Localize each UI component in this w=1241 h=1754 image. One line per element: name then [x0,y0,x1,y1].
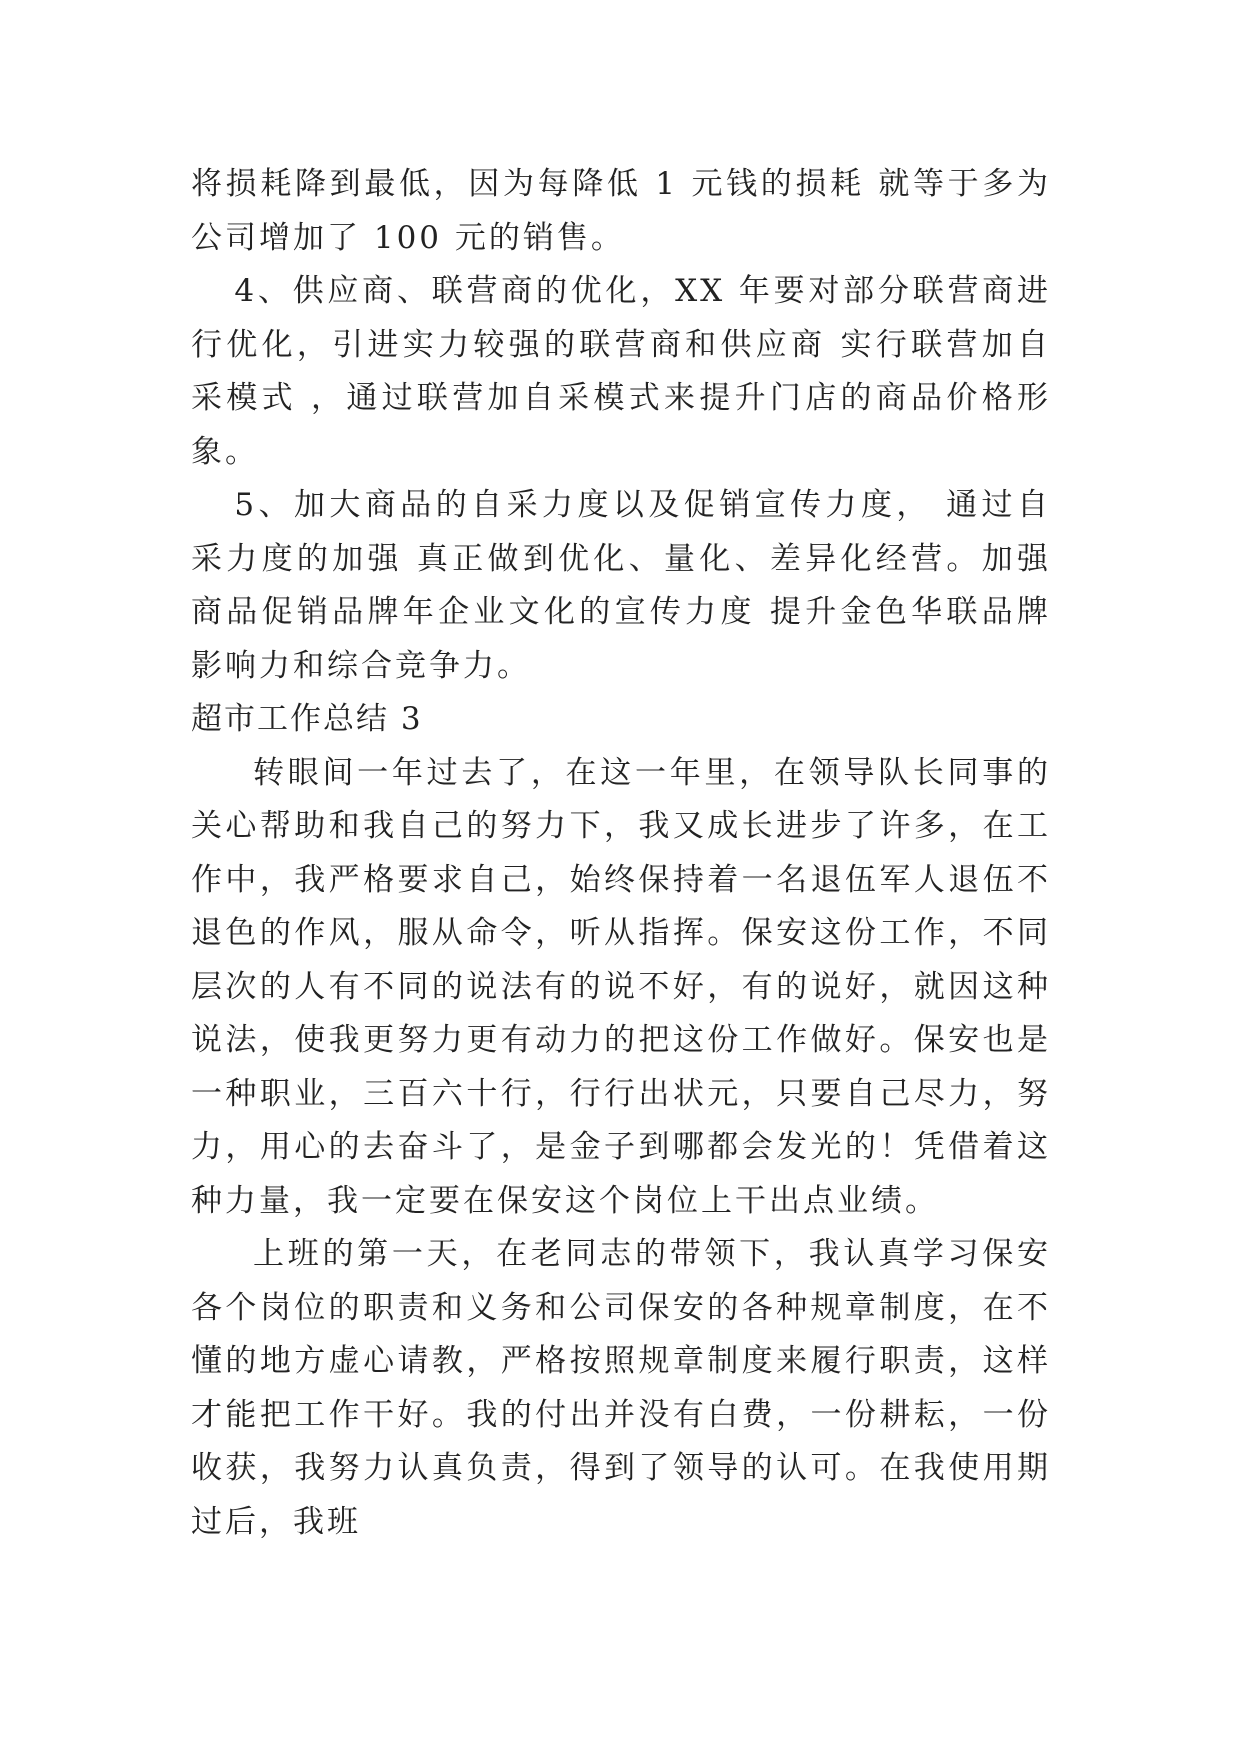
document-body [191,158,1051,1549]
paragraph-intro: 转眼间一年过去了，在这一年里，在领导队长同事的关心帮助和我自己的努力下，我又成长进步了许多，在工作中，我严格要求自己，始终保持着一名退伍军人退伍不退色的作风，服从命令，听从指挥。保安这份工作，不同层次的人有不同的说法有的说不好，有的说好，就因这种说法，使我更努力更有动力的把这份工作做好。保安也是一种职业，三百六十行，行行出状元，只要自己尽力，努力，用心的去奋斗了，是金子到哪都会发光的！凭借着这种力量，我一定要在保安这个岗位上干出点业绩。 [191,754,1051,1219]
paragraph-item-5: 5、加大商品的自采力度以及促销宣传力度， 通过自采力度的加强 真正做到优化、量化、差异化经营。加强商品促销品牌年企业文化的宣传力度 提升金色华联品牌影响力和综合竞争力。 [191,487,1051,684]
paragraph-continued: 将损耗降到最低，因为每降低 1 元钱的损耗 就等于多为公司增加了 100 元的销售。 [191,166,1051,256]
paragraph-first-day: 上班的第一天，在老同志的带领下，我认真学习保安各个岗位的职责和义务和公司保安的各种规章制度，在不懂的地方虚心请教，严格按照规章制度来履行职责，这样才能把工作干好。我的付出并没有白费，一份耕耘，一份收获，我努力认真负责，得到了领导的认可。在我使用期过后，我班 [191,1236,1051,1540]
section-title: 超市工作总结 3 [191,701,423,737]
paragraph-item-4: 4、供应商、联营商的优化，XX 年要对部分联营商进行优化，引进实力较强的联营商和供应商 实行联营加自采模式 ，通过联营加自采模式来提升门店的商品价格形象。 [191,273,1051,470]
